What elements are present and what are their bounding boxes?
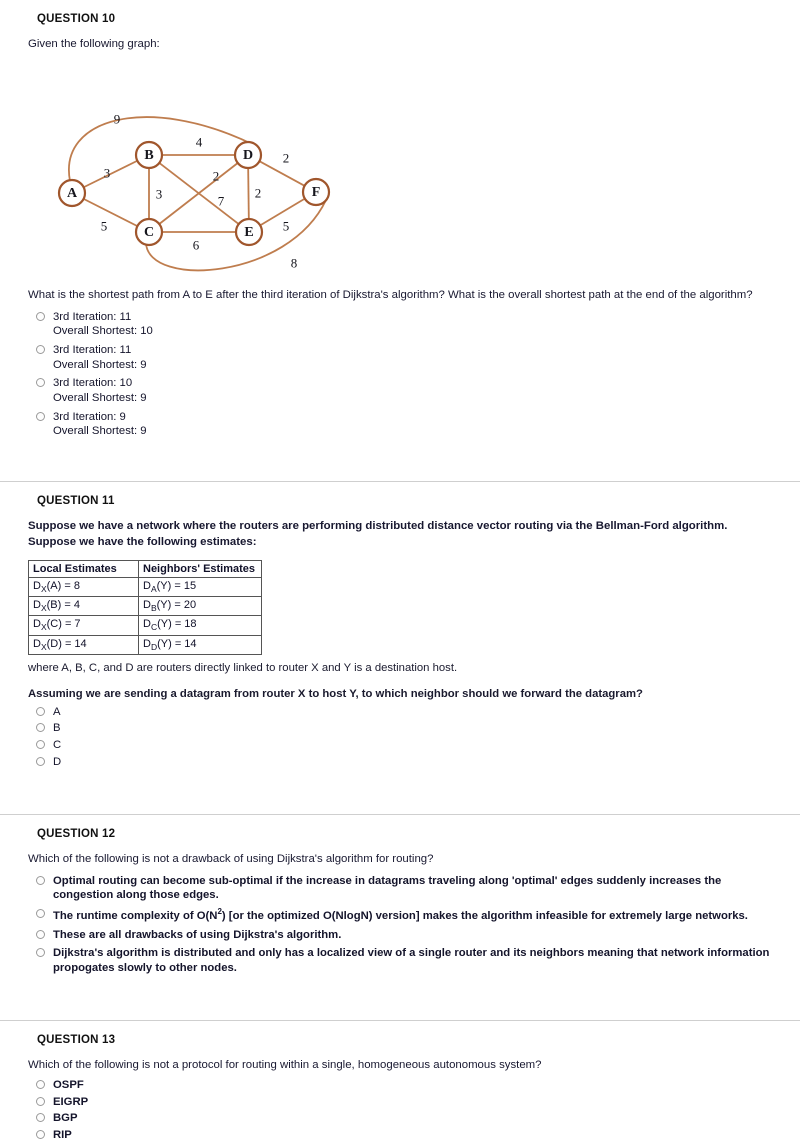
graph-node-label-a: A [66,186,78,202]
option-row[interactable] [28,905,772,925]
question-block-11 [0,481,800,770]
edge-weight-label: 7 [217,193,225,209]
table-row [29,577,262,596]
option-label: A [53,705,61,718]
question-11-options[interactable] [28,704,772,771]
question-12-options[interactable] [28,872,772,978]
radio-button-icon[interactable] [36,1113,45,1122]
graph-svg [28,58,368,278]
graph-node-label-e: E [244,225,254,241]
question-12-prompt: Which of the following is not a drawback of using Dijkstra's algorithm for routing? [28,853,434,866]
option-label: OSPF [53,1078,84,1091]
edge-weight-label: 4 [195,134,203,150]
table-cell-neighbor-estimate: $D_A(Y) = 15$ [139,577,262,596]
question-10-options[interactable] [28,308,772,441]
edge-weight-label: 5 [282,218,290,234]
table-header-neighbors: Neighbors' Estimates [139,560,262,577]
option-row[interactable] [28,704,772,721]
radio-button-icon[interactable] [36,1097,45,1106]
table-cell-neighbor-estimate: $D_B(Y) = 20$ [139,597,262,616]
radio-button-icon[interactable] [36,412,45,421]
graph-edge-d-e [248,168,249,219]
option-label: D [53,755,62,768]
question-10-prompt: What is the shortest path from A to E after the third iteration of Dijkstra's algorithm? What is the overall shortest path at the end of the algorithm? [28,289,753,302]
estimates-table [28,560,262,655]
radio-button-icon[interactable] [36,312,45,321]
graph-edge-a-c [84,199,138,226]
option-row[interactable] [28,1127,772,1144]
edge-weight-label: 5 [100,218,108,234]
radio-button-icon[interactable] [36,876,45,885]
edge-weight-label: 2 [254,185,262,201]
question-13-prompt: Which of the following is not a protocol for routing within a single, homogeneous autonomous system? [28,1058,542,1071]
edge-weight-label: 2 [212,168,220,184]
option-row[interactable] [28,737,772,754]
question-11-prompt: Suppose we have a network where the routers are performing distributed distance vector routing via the Bellman-Ford algorithm. Suppose we have the following estimates: [28,520,728,548]
option-label: BGP [53,1112,78,1125]
option-label: The runtime complexity of $O(N^2)$ [or the optimized O(NlogN) version] makes the algorithm infeasible for extremely large networks. [53,907,748,922]
option-label: EIGRP [53,1095,89,1108]
table-row [29,616,262,635]
question-12-header: QUESTION 12 [37,828,116,841]
edge-weight-label: 9 [113,111,121,127]
radio-button-icon[interactable] [36,909,45,918]
option-row[interactable] [28,944,772,977]
question-13-header: QUESTION 13 [37,1033,116,1046]
option-row[interactable] [28,1094,772,1111]
table-cell-local-estimate: $D_X(D) = 14$ [29,635,139,654]
graph-node-label-f: F [311,185,321,201]
option-row[interactable] [28,754,772,771]
radio-button-icon[interactable] [36,345,45,354]
option-row[interactable] [28,341,772,374]
question-13-options[interactable] [28,1077,772,1144]
option-row[interactable] [28,872,772,905]
table-cell-neighbor-estimate: $D_D(Y) = 14$ [139,635,262,654]
radio-button-icon[interactable] [36,740,45,749]
question-block-10 [0,0,800,441]
table-header-local: Local Estimates [29,560,139,577]
graph-node-label-b: B [144,148,154,164]
radio-button-icon[interactable] [36,378,45,387]
option-row[interactable] [28,374,772,407]
table-cell-local-estimate: $D_X(B) = 4$ [29,597,139,616]
option-label: B [53,722,61,735]
table-cell-neighbor-estimate: $D_C(Y) = 18$ [139,616,262,635]
edge-weight-label: 8 [290,255,298,271]
radio-button-icon[interactable] [36,1080,45,1089]
radio-button-icon[interactable] [36,948,45,957]
option-row[interactable] [28,308,772,341]
graph-node-label-d: D [242,148,254,164]
question-11-header: QUESTION 11 [37,495,115,508]
option-label-second-line: Overall Shortest: 9 [53,425,147,438]
radio-button-icon[interactable] [36,1130,45,1139]
option-label: 3rd Iteration: 9 Overall Shortest: 9 [53,410,772,439]
option-label: RIP [53,1128,72,1141]
option-label: Dijkstra's algorithm is distributed and only has a localized view of a single router and its neighbors meaning that network information propogates slowly to other nodes. [53,947,770,974]
option-label: Optimal routing can become sub-optimal if the increase in datagrams traveling along 'optimal' edges suddenly increases the congestion along those edges. [53,874,722,902]
radio-button-icon[interactable] [36,723,45,732]
option-label-second-line: Overall Shortest: 9 [53,392,147,405]
option-label-second-line: Overall Shortest: 9 [53,358,147,371]
table-row [29,597,262,616]
option-row[interactable] [28,720,772,737]
option-label: C [53,739,62,752]
question-block-12 [0,814,800,977]
question-10-intro: Given the following graph: [28,38,160,50]
edge-weight-label: 3 [103,165,111,181]
option-label-second-line: Overall Shortest: 10 [53,325,153,338]
estimates-table-body [29,577,262,654]
dijkstra-graph-figure [28,52,772,278]
question-block-13 [0,1020,800,1144]
option-row[interactable] [28,1077,772,1094]
radio-button-icon[interactable] [36,757,45,766]
option-row[interactable] [28,408,772,441]
graph-node-label-c: C [143,225,155,241]
table-header-row [29,560,262,577]
radio-button-icon[interactable] [36,707,45,716]
graph-edge-a-b [84,161,138,187]
graph-weight-labels-group [101,112,298,271]
exponent: 2 [217,907,222,917]
option-label: 3rd Iteration: 10 Overall Shortest: 9 [53,376,772,405]
edge-weight-label: 2 [282,150,290,166]
option-row[interactable] [28,926,772,945]
table-cell-local-estimate: $D_X(C) = 7$ [29,616,139,635]
option-row[interactable] [28,1110,772,1127]
option-label: 3rd Iteration: 11 Overall Shortest: 10 [53,310,772,339]
table-cell-local-estimate: $D_X(A) = 8$ [29,577,139,596]
option-label: 3rd Iteration: 11 Overall Shortest: 9 [53,343,772,372]
radio-button-icon[interactable] [36,930,45,939]
question-10-header: QUESTION 10 [37,13,116,25]
question-11-ask: Assuming we are sending a datagram from router X to host Y, to which neighbor should we forward the datagram? [28,687,643,700]
option-label: These are all drawbacks of using Dijkstra's algorithm. [53,928,342,941]
question-11-table-note: where A, B, C, and D are routers directly linked to router X and Y is a destination host. [28,661,458,674]
edge-weight-label: 6 [192,237,200,253]
edge-weight-label: 3 [155,186,163,202]
table-row [29,635,262,654]
